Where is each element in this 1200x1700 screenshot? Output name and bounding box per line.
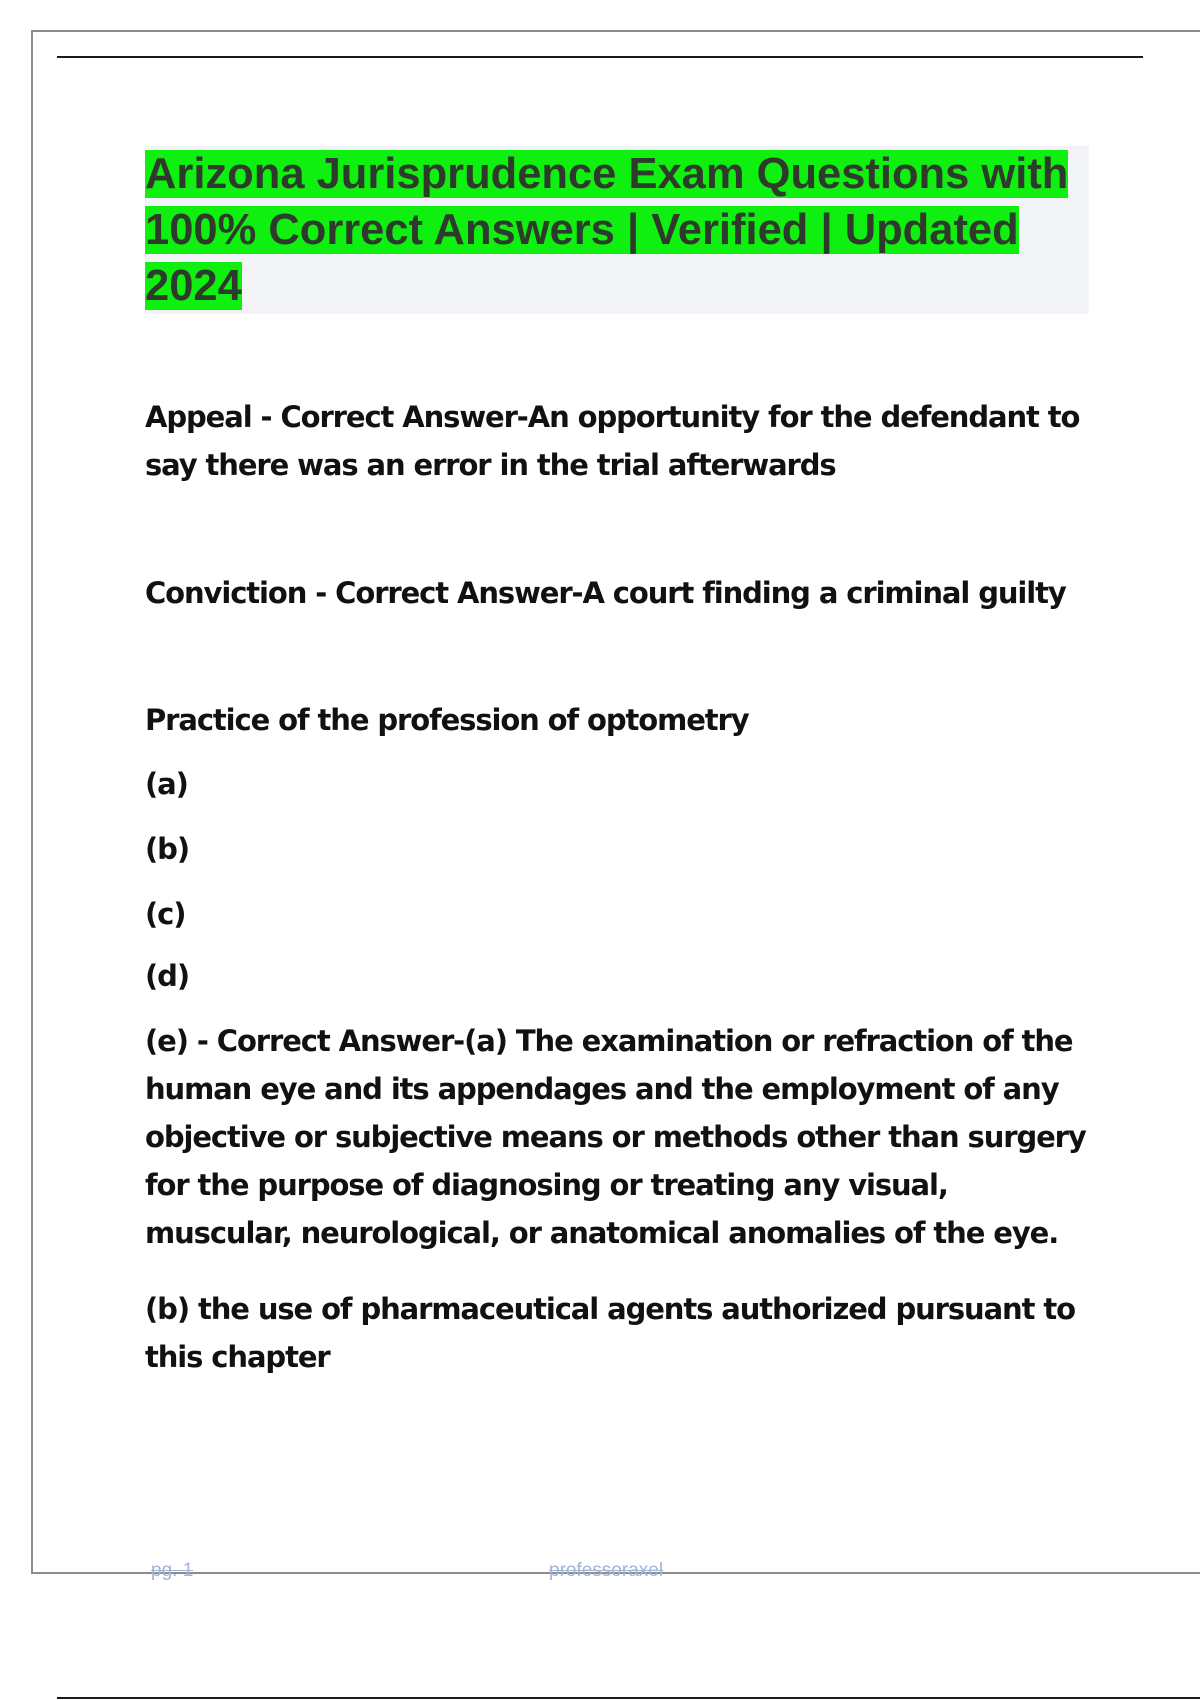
footer-brand: professoraxel (549, 1560, 664, 1581)
document-title: Arizona Jurisprudence Exam Questions with 100% Correct Answers | Verified | Updated 2024 (145, 150, 1069, 310)
answer-b: (b) the use of pharmaceutical agents authorized pursuant to this chapter (145, 1292, 1075, 1374)
option-b: (b) (145, 832, 189, 866)
footer-page-number: pg. 1 (151, 1560, 194, 1581)
header-rule (57, 56, 1143, 58)
entry-conviction: Conviction - Correct Answer-A court finding a criminal guilty (145, 576, 1066, 610)
option-d: (d) (145, 959, 189, 993)
option-c: (c) (145, 897, 186, 931)
footer-rule (57, 1697, 1200, 1699)
entry-appeal: Appeal - Correct Answer-An opportunity for the defendant to say there was an error in the trial afterwards (145, 400, 1080, 482)
entry-optometry-question: Practice of the profession of optometry (145, 703, 749, 737)
option-a: (a) (145, 767, 188, 801)
answer-e: (e) - Correct Answer-(a) The examination or refraction of the human eye and its appendages and the employment of any objective or subjective means or methods other than surgery for the purpose of diagnosing or treating any visual, muscular, neurological, or anatomical anomalies of the eye. (145, 1024, 1086, 1250)
